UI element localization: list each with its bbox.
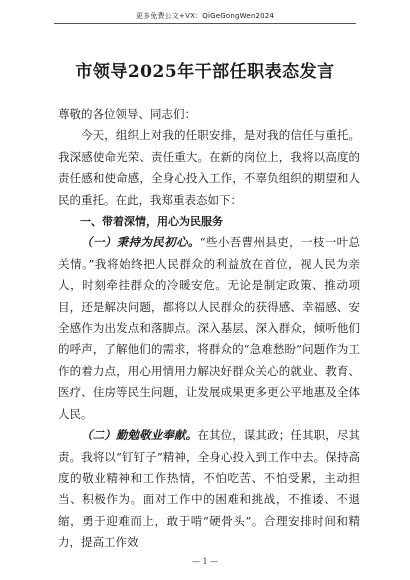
document-body [58, 104, 360, 554]
item-1-lead: （一）秉持为民初心。 [81, 235, 200, 250]
section-heading: 一、带着深情，用心为民服务 [80, 215, 223, 229]
item-1-text: “些小吾曹州县吏，一枝一叶总关情。”我将始终把人民群众的利益放在首位，视人民为亲人，时刻牵挂群众的冷暖安危。无论是制定政策、推动项目，还是解决问题，都将以人民群众的获得感、幸福感、安全感作为出发点和落脚点。深入基层、深入群众，倾听他们的呼声，了解他们的需求，将群众的“急难愁盼”问题作为工作的着力点，用心用情用力解决好群众关心的就业、教育、医疗、住房等民生问题，让发展成果更多更公平地惠及全体人民。 [58, 235, 360, 421]
page-number: — 1 — [191, 557, 219, 566]
paragraph-item-2 [58, 425, 360, 553]
item-2-text: 在其位，谋其政；任其职，尽其责。我将以“钉钉子”精神，全身心投入到工作中去。保持高度的敬业精神和工作热情，不怕吃苦、不怕受累，主动担当、积极作为。面对工作中的困难和挑战，不推诿、不退缩，勇于迎难而上，敢于啃“硬骨头”。合理安排时间和精力，提高工作效 [58, 428, 361, 550]
greeting: 尊敬的各位领导、同志们： [58, 107, 196, 121]
page-header: 更多免费公文+VX：QiGeGongWen2024 [135, 12, 275, 20]
paragraph-item-1 [58, 232, 360, 425]
header-divider [54, 23, 356, 24]
document-title: 市领导2025年干部任职表态发言 [75, 62, 335, 82]
intro-paragraph: 今天，组织上对我的任职安排，是对我的信任与重托。我深感使命光荣、责任重大。在新的岗位上，我将以高度的责任感和使命感，全身心投入工作，不辜负组织的期望和人民的重托。在此，我郑重表态如下： [58, 128, 360, 207]
item-2-lead: （二）勤勉敬业奉献。 [81, 428, 198, 443]
